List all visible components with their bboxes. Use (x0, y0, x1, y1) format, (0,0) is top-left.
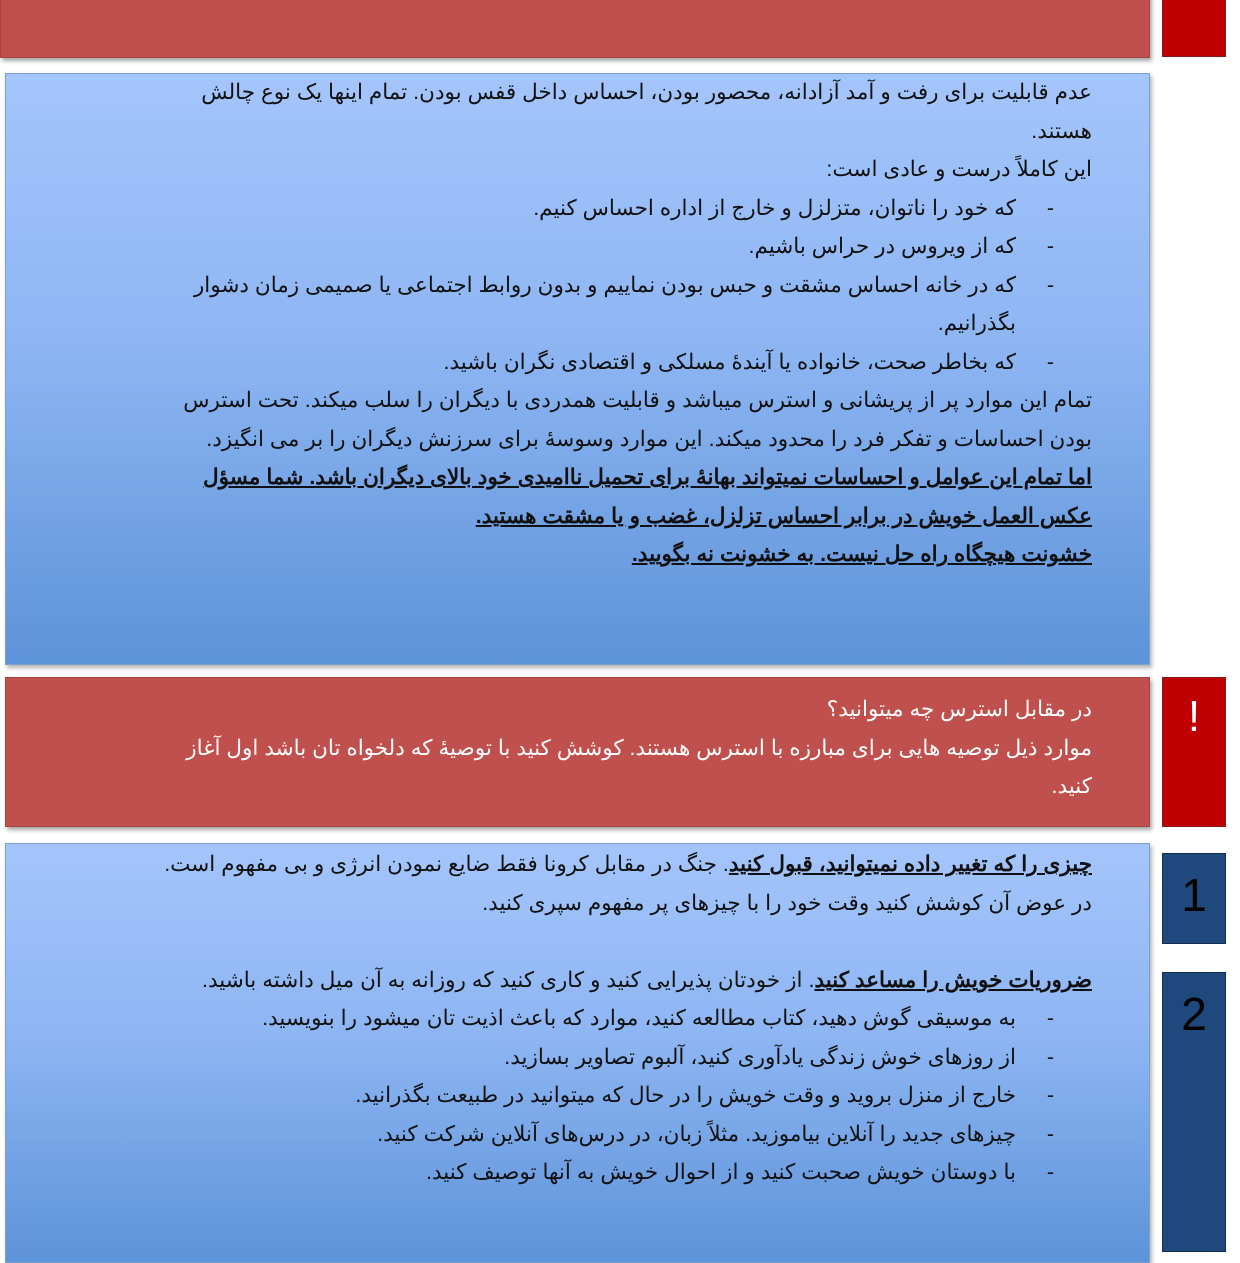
tip-number-1: 1 (1181, 869, 1207, 921)
list-item: - خارج از منزل بروید و وقت خویش را در حال که میتوانید در طبیعت بگذرانید. (150, 1076, 1092, 1115)
tip-number-2: 2 (1181, 988, 1207, 1040)
list-item: - با دوستان خویش صحبت کنید و از احوال خویش به آنها توصیف کنید. (150, 1153, 1092, 1192)
list-item: - که در خانه احساس مشقت و حبس بودن نماییم و بدون روابط اجتماعی یا صمیمی زمان دشوار بگذرانیم. (150, 266, 1092, 343)
stress-question-text (150, 690, 1092, 806)
tip-needs-body: . از خودتان پذیرایی کنید و کاری کنید که روزانه به آن میل داشته باشید. (201, 967, 815, 992)
no-violence-statement: خشونت هیچگاه راه حل نیست. به خشونت نه بگویید. (631, 542, 1092, 566)
exclamation-icon: ! (1187, 692, 1201, 741)
list-item: - که خود را ناتوان، متزلزل و خارج از اداره احساس کنیم. (150, 189, 1092, 228)
tip-needs-heading: ضروریات خویش را مساعد کنید (814, 967, 1092, 992)
stress-tips-intro: موارد ذیل توصیه هایی برای مبارزه با استرس هستند. کوشش کنید با توصیهٔ که دلخواه تان باشد اول آغاز کنید. (186, 735, 1092, 798)
tip-accept-heading: چیزی را که تغییر داده نمیتوانید، قبول کنید (728, 852, 1092, 876)
tip-accept-body: . جنگ در مقابل کرونا فقط ضایع نمودن انرژی و بی مفهوم است. در عوض آن کوشش کنید وقت خود را با چیزهای پر مفهوم سپری کنید. (164, 852, 1092, 915)
challenges-text (150, 73, 1092, 574)
list-item: - از روزهای خوش زندگی یادآوری کنید، آلبوم تصاویر بسازید. (150, 1038, 1092, 1077)
challenges-intro: عدم قابلیت برای رفت و آمد آزادانه، محصور بودن، احساس داخل قفس بودن. تمام اینها یک نوع چالش هستند. (201, 80, 1092, 143)
spacer (150, 922, 1092, 961)
stress-paragraph: تمام این موارد پر از پریشانی و استرس میباشد و قابلیت همدردی با دیگران را سلب میکند. تحت استرس بودن احساسات و تفکر فرد را محدود میکند. این موارد وسوسهٔ برای سرزنش دیگران را بر می انگیزد. (183, 388, 1092, 451)
tip-accept (150, 845, 1092, 922)
header-marker (1162, 0, 1226, 57)
tip-needs (150, 961, 1092, 1000)
tip-marker-2 (1162, 972, 1226, 1252)
list-item: - چیزهای جدید را آنلاین بیاموزید. مثلاً زبان، در درس‌های آنلاین شرکت کنید. (150, 1115, 1092, 1154)
list-item: - که بخاطر صحت، خانواده یا آیندهٔ مسلکی و اقتصادی نگران باشید. (150, 343, 1092, 382)
challenges-normal-heading: این کاملاً درست و عادی است: (826, 157, 1092, 181)
stress-question: در مقابل استرس چه میتوانید؟ (826, 697, 1092, 721)
list-item: - که از ویروس در حراس باشیم. (150, 227, 1092, 266)
tip-needs-list (150, 999, 1092, 1192)
tip-marker-1 (1162, 853, 1226, 944)
list-item: - به موسیقی گوش دهید، کتاب مطالعه کنید، موارد که باعث اذیت تان میشود را بنویسید. (150, 999, 1092, 1038)
tips-text (150, 845, 1092, 1192)
header-banner (0, 0, 1150, 58)
challenges-list (150, 189, 1092, 382)
responsibility-statement: اما تمام این عوامل و احساسات نمیتواند بهانهٔ برای تحمیل ناامیدی خود بالای دیگران باشد. شما مسؤل عکس العمل خویش در برابر احساس تزلزل، غضب و یا مشقت هستید. (202, 465, 1092, 528)
alert-marker (1162, 677, 1226, 827)
